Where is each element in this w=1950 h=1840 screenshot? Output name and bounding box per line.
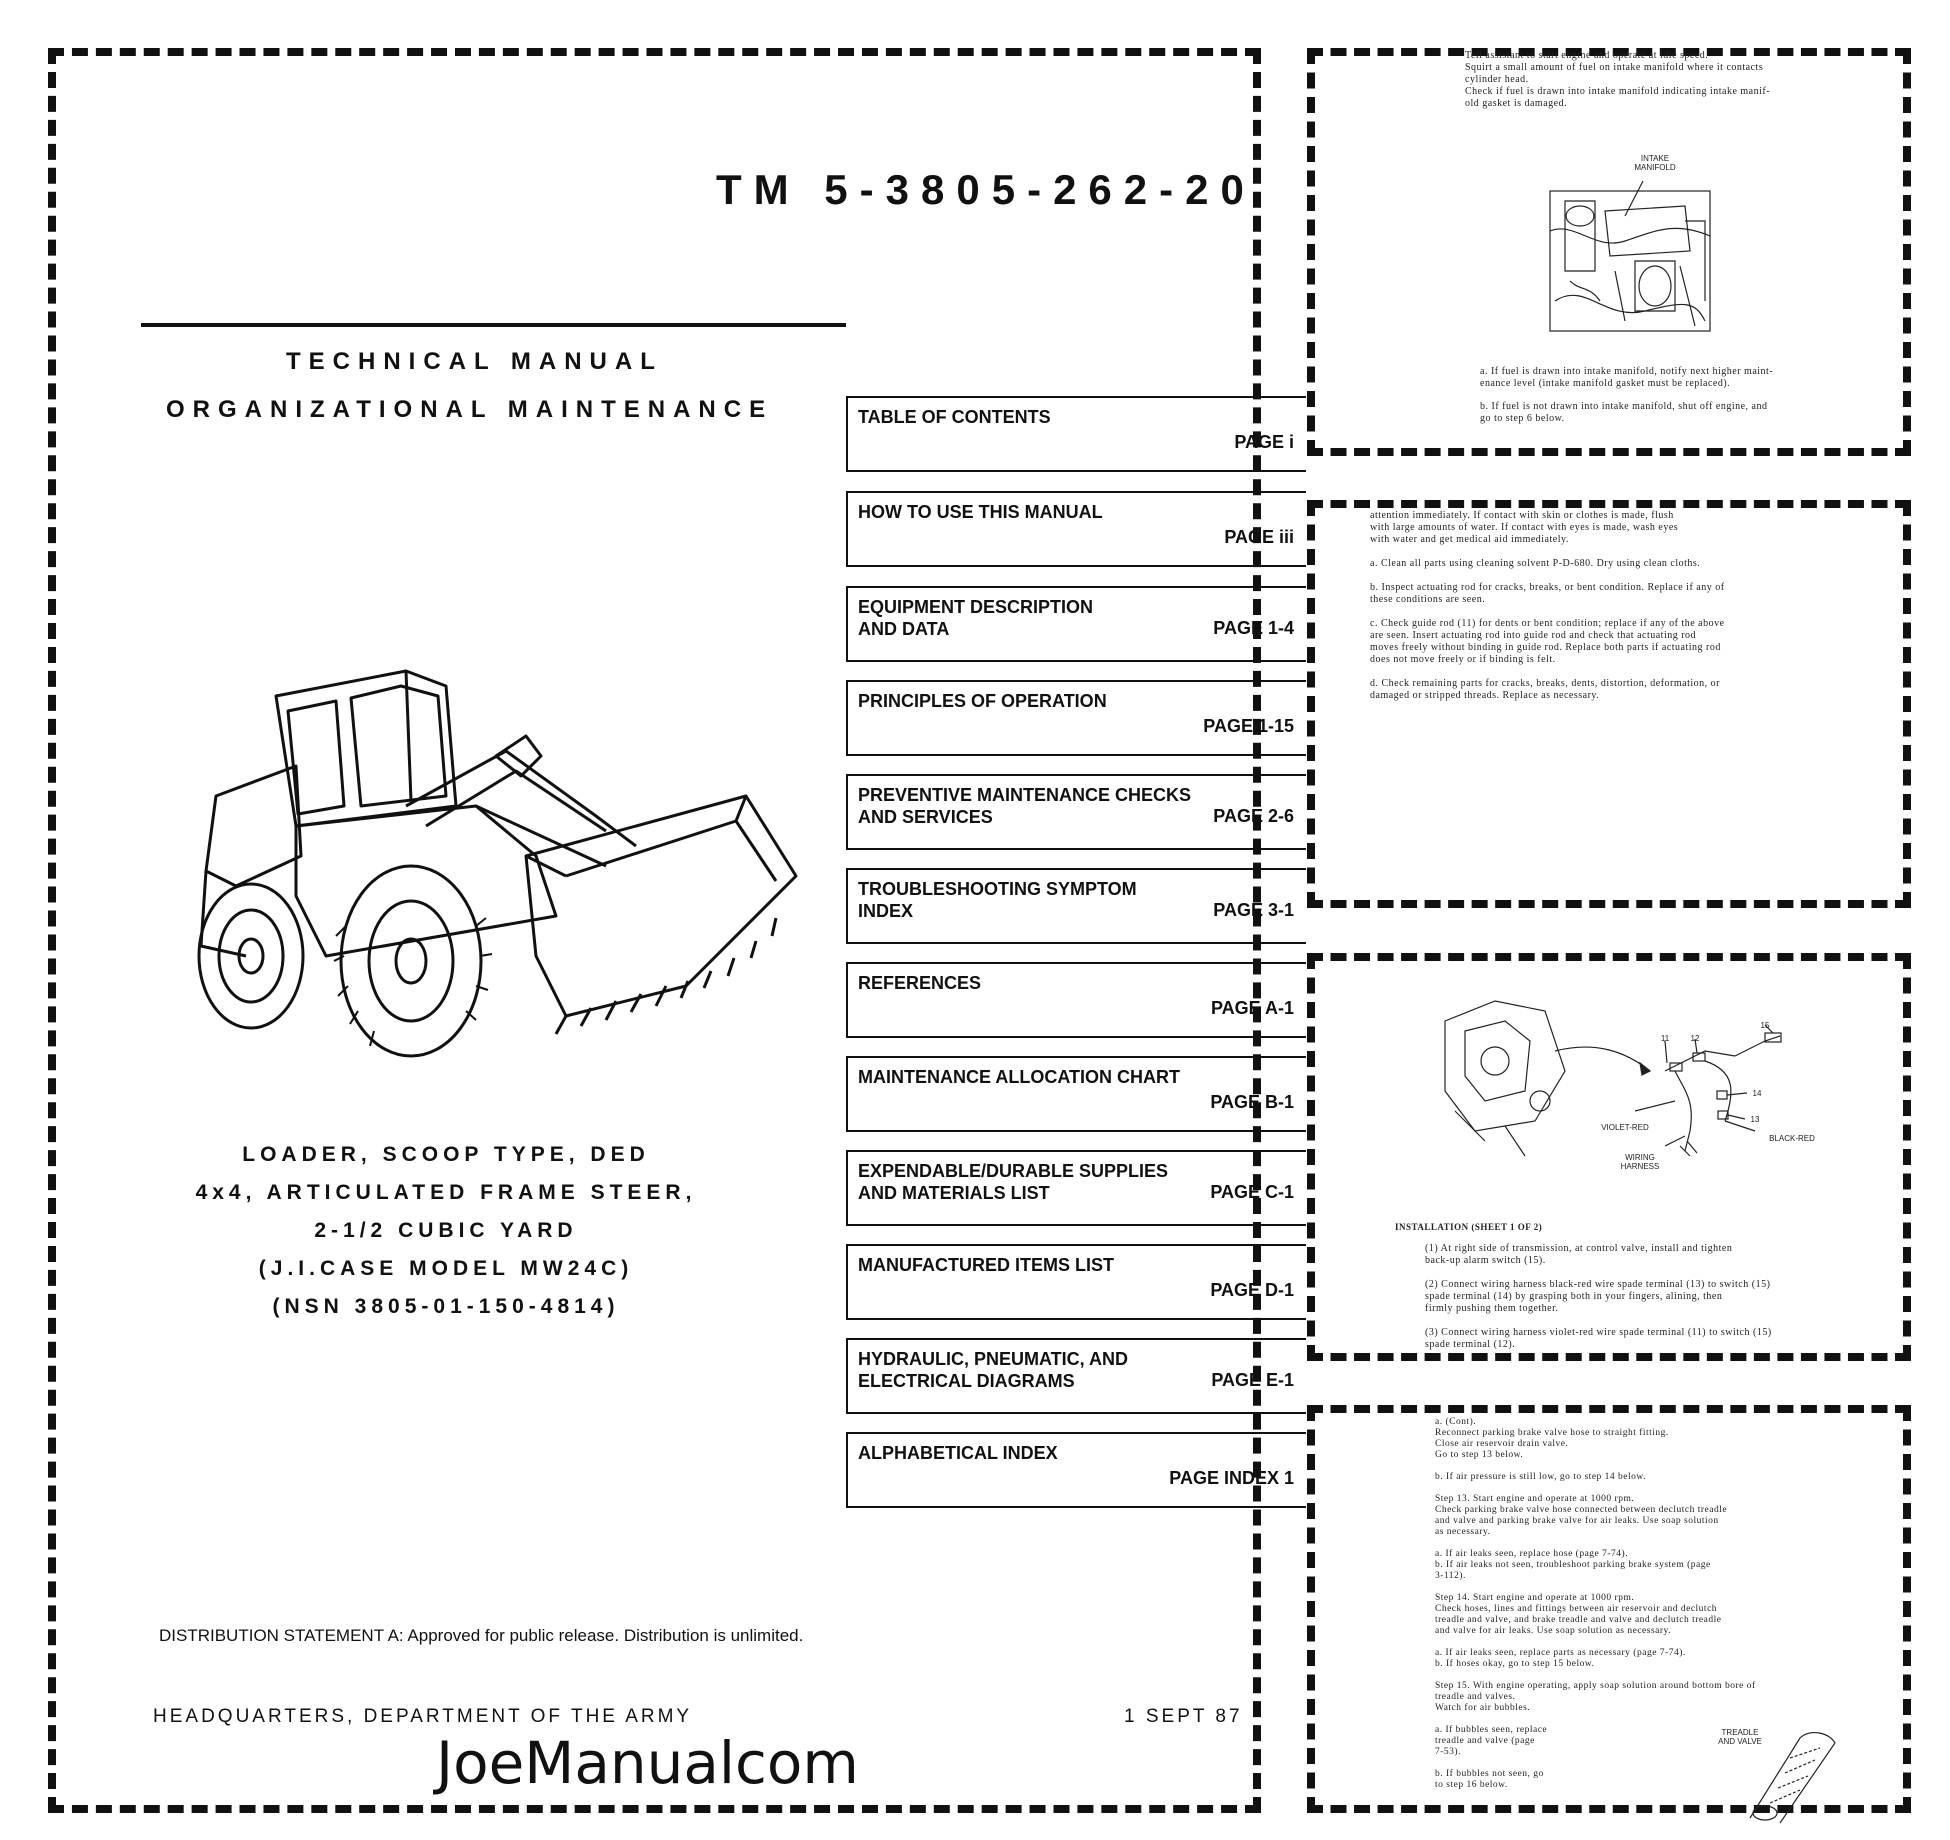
page4-text: a. (Cont). Reconnect parking brake valve hose to straight fitting. Close air reservoir drain valve. Go to step 13 below. b. If air pressure is still low, go to step 14 below. Step 13. Start engine and operate at 1000 rpm. Check parking brake valve hose connected between declutch treadle and valve and parking brake valve for air leaks. Use soap solution as necessary. a. If air leaks seen, replace hose (page 7-74). b. If air leaks not seen, troubleshoot parking brake system (page 3-112). Step 14. Start engine and operate at 1000 rpm. Check hoses, lines and fittings between air reservoir and declutch treadle and valve, and brake treadle and valve and declutch treadle and valve for air leaks. Use soap solution as necessary. a. If air leaks seen, replace parts as necessary (page 7-74). b. If hoses okay, go to step 15 below. Step 15. With engine operating, apply soap solution around bottom bore of treadle and valves. Watch for air bubbles. a. If bubbles seen, replace treadle and valve (page 7-53). b. If bubbles not seen, go to step 16 below. (1435, 1417, 1756, 1790)
toc-entry (846, 491, 1306, 567)
toc-entry (846, 1150, 1306, 1226)
equipment-description-line-1: LOADER, SCOOP TYPE, DED (242, 1143, 650, 1166)
intake-manifold-label: INTAKE MANIFOLD (1634, 154, 1676, 172)
toc-entry-page: PAGE iii (1224, 527, 1294, 547)
tm-number: TM 5-3805-262-20 (716, 166, 1256, 213)
toc-entry-label: EXPENDABLE/DURABLE SUPPLIES AND MATERIALS LIST (858, 1161, 1169, 1203)
toc-entry-page: PAGE D-1 (1210, 1280, 1294, 1300)
toc-entry-label: PRINCIPLES OF OPERATION (858, 691, 1107, 711)
toc-entry-page: PAGE 2-6 (1213, 806, 1294, 826)
equipment-description-line-4: (J.I.CASE MODEL MW24C) (258, 1257, 634, 1280)
page1-top-text: Tell assistant to start engine and operate at idle speed. Squirt a small amount of fuel on intake manifold where it contacts cylinder head. Check if fuel is drawn into intake manifold indicating intake manif- old gasket is damaged. (1465, 50, 1771, 109)
violet-red-label: VIOLET-RED (1601, 1123, 1649, 1132)
installation-steps: (1) At right side of transmission, at control valve, install and tighten back-up alarm switch (15). (2) Connect wiring harness black-red wire spade terminal (13) to switch (15) spade terminal (14) by grasping both in your fingers, alining, then firmly pushing them together. (3) Connect wiring harness violet-red wire spade terminal (11) to switch (15) spade terminal (12). (1425, 1243, 1772, 1350)
toc-entry-page: PAGE 3-1 (1213, 900, 1294, 920)
toc-entry-label: PREVENTIVE MAINTENANCE CHECKS AND SERVICES (858, 785, 1192, 827)
installation-heading: INSTALLATION (SHEET 1 OF 2) (1395, 1222, 1543, 1232)
toc-entry-page: PAGE A-1 (1210, 998, 1294, 1018)
toc-entry-label: HYDRAULIC, PNEUMATIC, AND ELECTRICAL DIAGRAMS (858, 1349, 1128, 1391)
page1-item-b: b. If fuel is not drawn into intake manifold, shut off engine, and go to step 6 below. (1480, 401, 1768, 424)
callout-14: 14 (1752, 1089, 1762, 1098)
sample-page-4 (1307, 1405, 1911, 1813)
toc-entry-page: PAGE 1-15 (1203, 716, 1294, 736)
equipment-description-line-5: (NSN 3805-01-150-4814) (272, 1295, 620, 1318)
toc-entry-label: TROUBLESHOOTING SYMPTOM INDEX (858, 879, 1137, 921)
distribution-statement: DISTRIBUTION STATEMENT A: Approved for public release. Distribution is unlimited. (159, 1626, 804, 1645)
toc-entry-label: ALPHABETICAL INDEX (858, 1443, 1058, 1463)
sample-page-2 (1307, 500, 1911, 908)
page2-text: attention immediately. If contact with skin or clothes is made, flush with large amounts of water. If contact with eyes is made, wash eyes with water and get medical aid immediately. a. Clean all parts using cleaning solvent P-D-680. Dry using clean cloths. b. Inspect actuating rod for cracks, breaks, or bent condition. Replace if any of these conditions are seen. c. Check guide rod (11) for dents or bent condition; replace if any of the above are seen. Insert actuating rod into guide rod and check that actuating rod moves freely without binding in guide rod. Replace both parts if actuating rod does not move freely or if binding is felt. d. Check remaining parts for cracks, breaks, dents, distortion, deformation, or damaged or stripped threads. Replace as necessary. (1370, 510, 1725, 701)
toc-entry (846, 680, 1306, 756)
toc-entry-label: HOW TO USE THIS MANUAL (858, 502, 1103, 522)
callout-11: 11 (1660, 1034, 1670, 1043)
toc-entry (846, 586, 1306, 662)
sample-page-3 (1307, 953, 1911, 1361)
toc-entry-page: PAGE C-1 (1210, 1182, 1294, 1202)
publication-date: 1 SEPT 87 (1124, 1706, 1243, 1727)
toc-entry-label: TABLE OF CONTENTS (858, 407, 1051, 427)
equipment-description-line-3: 2-1/2 CUBIC YARD (314, 1219, 578, 1242)
toc-entry (846, 1056, 1306, 1132)
toc-entry-label: MANUFACTURED ITEMS LIST (858, 1255, 1114, 1275)
toc-entry-label: REFERENCES (858, 973, 982, 993)
toc-entry (846, 1338, 1306, 1414)
toc-entry-page: PAGE INDEX 1 (1169, 1468, 1294, 1488)
title-rule (141, 323, 846, 327)
wiring-harness-label: WIRING HARNESS (1620, 1153, 1660, 1171)
toc-entry (846, 1244, 1306, 1320)
toc-entry-label: EQUIPMENT DESCRIPTION AND DATA (858, 597, 1094, 639)
intake-manifold-figure (1545, 161, 1715, 336)
callout-12: 12 (1690, 1034, 1700, 1043)
cover-page-panel (48, 48, 1294, 1813)
toc-entry (846, 868, 1306, 944)
callout-15: 15 (1760, 1021, 1770, 1030)
page1-item-a: a. If fuel is drawn into intake manifold, notify next higher maint- enance level (intake manifold gasket must be replaced). (1480, 366, 1774, 389)
toc-entry (846, 774, 1306, 850)
toc-entry (846, 1432, 1306, 1508)
toc-entry-label: MAINTENANCE ALLOCATION CHART (858, 1067, 1180, 1087)
toc-entry (846, 962, 1306, 1038)
toc-entry-page: PAGE 1-4 (1213, 618, 1294, 638)
manual-subtitle: ORGANIZATIONAL MAINTENANCE (166, 396, 774, 423)
headquarters-line: HEADQUARTERS, DEPARTMENT OF THE ARMY (153, 1706, 693, 1727)
treadle-valve-label: TREADLE AND VALVE (1718, 1728, 1762, 1746)
equipment-description-line-2: 4x4, ARTICULATED FRAME STEER, (195, 1181, 697, 1204)
toc-entry-page: PAGE B-1 (1210, 1092, 1294, 1112)
watermark: JoeManualcom (436, 1729, 859, 1797)
toc-entry-page: PAGE E-1 (1211, 1370, 1294, 1390)
callout-13: 13 (1750, 1115, 1760, 1124)
toc-entry-page: PAGE i (1234, 432, 1294, 452)
toc-entry (846, 396, 1306, 472)
black-red-label: BLACK-RED (1769, 1134, 1815, 1143)
sample-page-1 (1307, 48, 1911, 456)
manual-title: TECHNICAL MANUAL (286, 348, 663, 375)
loader-illustration (176, 656, 856, 1086)
